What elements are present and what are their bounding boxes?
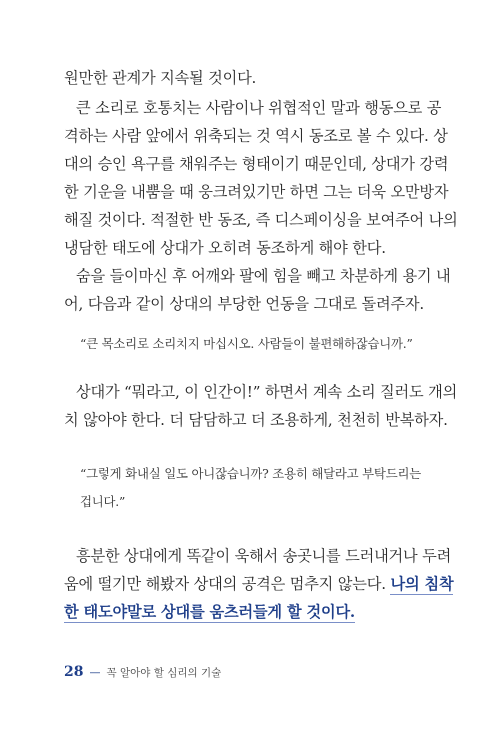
- paragraph-line: 냉담한 태도에 상대가 오히려 동조하게 해야 한다.: [64, 239, 386, 257]
- page-number: 28: [64, 664, 84, 680]
- page-footer: [64, 664, 221, 680]
- highlighted-text: 나의 침착: [390, 575, 454, 593]
- highlighted-text: 한 태도야말로 상대를 움츠러들게 할 것이다.: [64, 603, 356, 621]
- paragraph-line: 흥분한 상대에게 똑같이 욱해서 송곳니를 드러내거나 두려: [76, 547, 452, 565]
- paragraph-line: 원만한 관계가 지속될 것이다.: [64, 69, 257, 87]
- paragraph-line: [64, 602, 444, 622]
- paragraph-line: [64, 574, 454, 594]
- paragraph-line: 큰 소리로 호통치는 사람이나 위협적인 말과 행동으로 공: [76, 99, 442, 117]
- paragraph-line: 어, 다음과 같이 상대의 부당한 언동을 그대로 돌려주자.: [64, 295, 425, 313]
- paragraph-line: 해질 것이다. 적절한 반 동조, 즉 디스페이싱을 보여주어 나의: [64, 211, 458, 229]
- book-title: 꼭 알아야 할 심리의 기술: [106, 666, 222, 679]
- paragraph-line: 상대가 “뭐라고, 이 인간이!” 하면서 계속 소리 질러도 개의: [76, 383, 458, 401]
- footer-dash: —: [89, 665, 101, 679]
- paragraph-text: 움에 떨기만 해봤자 상대의 공격은 멈추지 않는다.: [64, 575, 386, 593]
- quote-line: “그렇게 화내실 일도 아니잖습니까? 조용히 해달라고 부탁드리는: [80, 466, 422, 481]
- paragraph-line: 대의 승인 욕구를 채워주는 형태이기 때문인데, 상대가 강력: [64, 155, 449, 173]
- quote-line: 겁니다.”: [80, 494, 126, 509]
- paragraph-line: 격하는 사람 앞에서 위축되는 것 역시 동조로 볼 수 있다. 상: [64, 127, 448, 145]
- paragraph-line: 한 기운을 내뿜을 때 웅크려있기만 하면 그는 더욱 오만방자: [64, 183, 449, 201]
- quote-line: “큰 목소리로 소리치지 마십시오. 사람들이 불편해하잖습니까.”: [80, 336, 413, 351]
- paragraph-line: 치 않아야 한다. 더 담담하고 더 조용하게, 천천히 반복하자.: [64, 411, 448, 429]
- paragraph-line: 숨을 들이마신 후 어깨와 팔에 힘을 빼고 차분하게 용기 내: [76, 267, 451, 285]
